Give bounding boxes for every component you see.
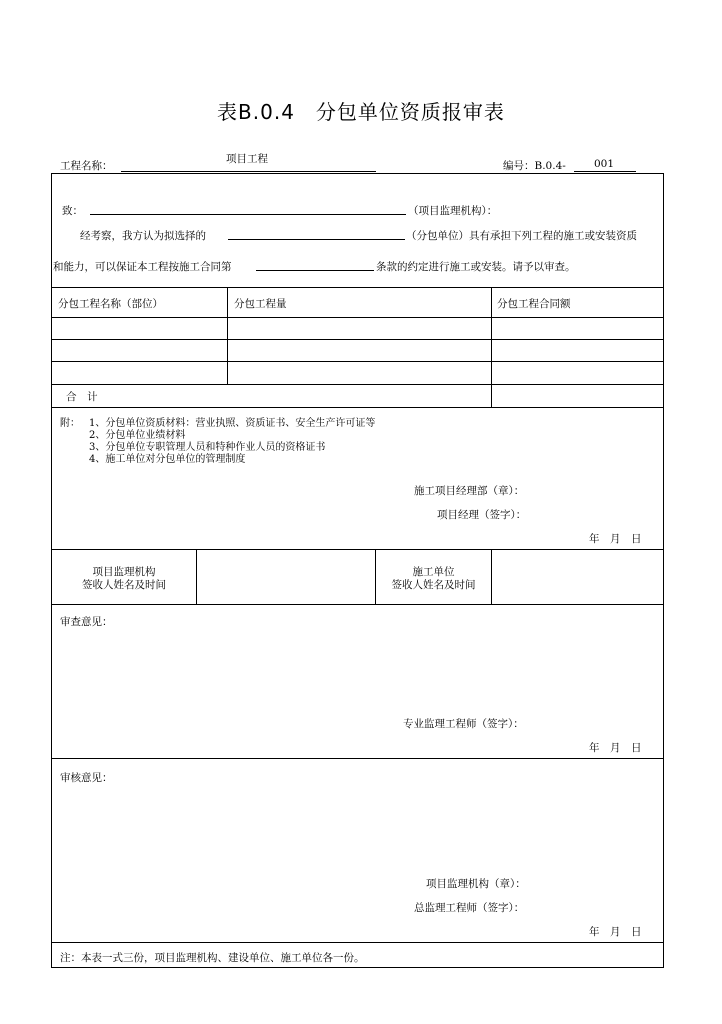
divider: [51, 942, 664, 943]
contractor-receipt-field[interactable]: [492, 550, 663, 604]
table-cell[interactable]: [52, 362, 227, 384]
supervision-org-seal-label: 项目监理机构（章）：: [426, 878, 526, 890]
attachment-item: 3、分包单位专职管理人员和特种作业人员的资格证书: [89, 442, 326, 453]
intro-line1-suffix: （分包单位）具有承担下列工程的施工或安装资质: [406, 230, 637, 242]
contractor-receipt-label: [376, 566, 491, 592]
to-suffix: （项目监理机构）：: [408, 205, 498, 217]
divider: [51, 407, 664, 408]
table-cell[interactable]: [228, 362, 491, 384]
specialist-engineer-sign-label: 专业监理工程师（签字）：: [403, 718, 524, 730]
to-field[interactable]: [90, 200, 406, 215]
attachments-label: 附：: [60, 418, 80, 429]
table-header-quantity: 分包工程量: [234, 298, 287, 310]
contractor-receipt-line2: 签收人姓名及时间: [391, 579, 476, 591]
project-dept-seal-label: 施工项目经理部（章）：: [414, 485, 525, 497]
table-cell[interactable]: [228, 340, 491, 361]
date-label: 年 月 日: [589, 926, 642, 938]
table-cell[interactable]: [492, 362, 663, 384]
chief-engineer-sign-label: 总监理工程师（签字）：: [414, 902, 525, 914]
project-name-label: 工程名称：: [60, 160, 113, 172]
audit-opinion-field[interactable]: [60, 786, 650, 870]
attachment-item: 1、分包单位资质材料：营业执照、资质证书、安全生产许可证等: [89, 418, 376, 429]
divider: [51, 758, 664, 759]
table-header-amount: 分包工程合同额: [497, 298, 571, 310]
table-cell[interactable]: [52, 318, 227, 339]
table-header-name: 分包工程名称（部位）: [58, 298, 163, 310]
date-label: 年 月 日: [589, 533, 642, 545]
footer-note: 注：本表一式三份，项目监理机构、建设单位、施工单位各一份。: [60, 952, 365, 964]
number-value: 001: [594, 158, 615, 170]
review-label: 审查意见：: [60, 616, 113, 628]
attachment-item: 4、施工单位对分包单位的管理制度: [89, 454, 246, 465]
to-label: 致：: [62, 205, 83, 217]
audit-label: 审核意见：: [60, 772, 113, 784]
number-label: 编号：B.0.4-: [503, 160, 566, 172]
supervisor-receipt-line1: 项目监理机构: [92, 566, 156, 578]
divider: [636, 604, 664, 605]
total-label: 合 计: [66, 391, 98, 403]
subcontractor-field[interactable]: [228, 225, 405, 240]
divider: [51, 287, 664, 288]
table-cell[interactable]: [52, 340, 227, 361]
intro-line2-prefix: 和能力，可以保证本工程按施工合同第: [53, 261, 232, 273]
supervisor-receipt-field[interactable]: [197, 550, 375, 604]
date-label: 年 月 日: [589, 742, 642, 754]
table-cell[interactable]: [492, 340, 663, 361]
attachment-item: 2、分包单位业绩材料: [89, 430, 186, 441]
total-amount-cell[interactable]: [492, 385, 663, 407]
contract-clause-field[interactable]: [256, 256, 374, 271]
project-name-value: 项目工程: [226, 153, 268, 165]
review-opinion-field[interactable]: [60, 630, 650, 710]
intro-line2-suffix: 条款的约定进行施工或安装。请予以审查。: [376, 261, 576, 273]
table-cell[interactable]: [492, 318, 663, 339]
intro-line1-prefix: 经考察，我方认为拟选择的: [80, 230, 206, 242]
supervisor-receipt-line2: 签收人姓名及时间: [82, 579, 166, 591]
project-manager-sign-label: 项目经理（签字）：: [437, 509, 527, 521]
contractor-receipt-line1: 施工单位: [412, 566, 455, 578]
page-title: 表B.0.4 分包单位资质报审表: [217, 100, 505, 124]
supervisor-receipt-label: [52, 566, 196, 592]
table-cell[interactable]: [228, 318, 491, 339]
divider: [51, 604, 636, 605]
